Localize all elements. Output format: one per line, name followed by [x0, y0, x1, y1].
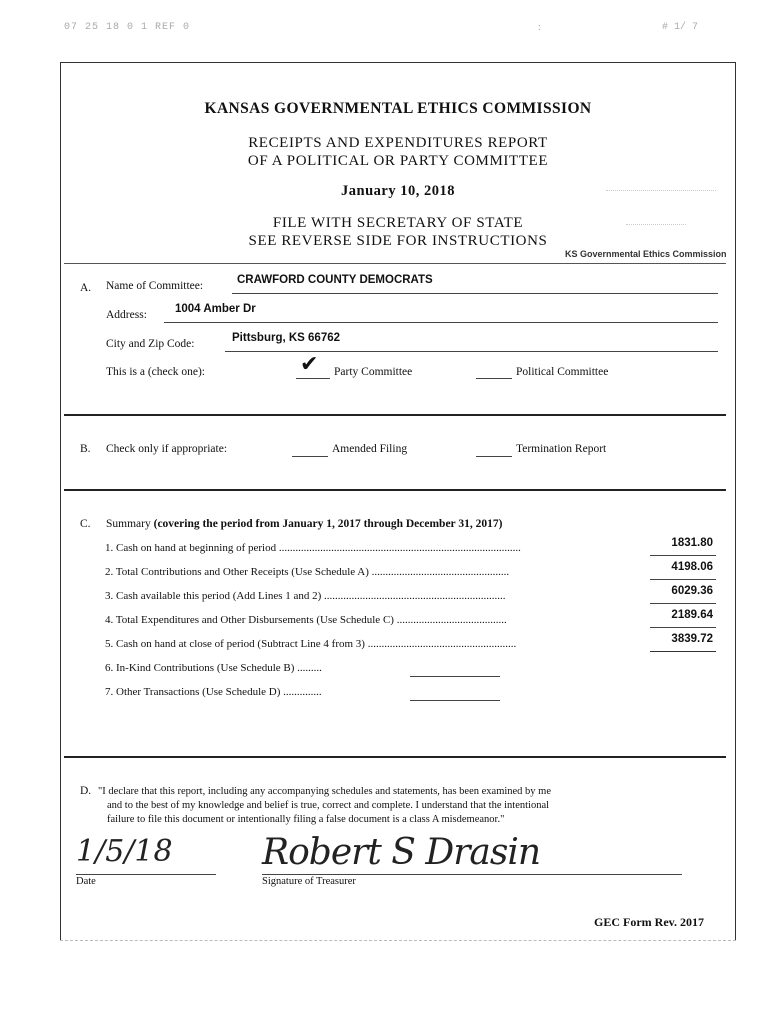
summary-heading	[106, 518, 502, 530]
fax-page-number: # 1/ 7	[662, 22, 699, 33]
fax-header: 07 25 18 0 1 REF 0	[64, 22, 191, 33]
declaration-line-3: failure to file this document or intentionally filing a false document is a class A misdemeanor."	[107, 814, 505, 825]
section-b-letter: B.	[80, 443, 91, 455]
summary-line-5-underline	[650, 651, 716, 652]
committee-type-label: This is a (check one):	[106, 366, 205, 378]
city-zip-label: City and Zip Code:	[106, 338, 195, 350]
summary-line-3-amount: 6029.36	[671, 585, 713, 597]
city-zip-value: Pittsburg, KS 66762	[232, 332, 341, 344]
file-instruction-line1: FILE WITH SECRETARY OF STATE	[272, 215, 524, 231]
form-revision: GEC Form Rev. 2017	[594, 915, 704, 929]
political-committee-checkbox-line[interactable]	[476, 378, 512, 379]
summary-line-4-label: 4. Total Expenditures and Other Disbursements (Use Schedule C) ........................................	[105, 614, 507, 626]
section-d-letter: D.	[80, 785, 92, 797]
form-frame-bottom	[60, 940, 736, 941]
summary-line-1-amount: 1831.80	[671, 537, 713, 549]
summary-line-4-amount: 2189.64	[671, 609, 713, 621]
report-date: January 10, 2018	[341, 183, 455, 199]
signature-underline	[262, 874, 682, 875]
declaration-text	[98, 785, 738, 827]
date-underline	[76, 874, 216, 875]
section-a-letter: A.	[80, 282, 92, 294]
summary-line-6-label: 6. In-Kind Contributions (Use Schedule B) .........	[105, 662, 322, 674]
report-title-line1: RECEIPTS AND EXPENDITURES REPORT	[248, 135, 548, 151]
termination-report-label: Termination Report	[516, 443, 607, 455]
amended-filing-checkbox-line[interactable]	[292, 456, 328, 457]
termination-report-checkbox-line[interactable]	[476, 456, 512, 457]
stamp-faint-line1	[606, 190, 716, 200]
summary-period: (covering the period from January 1, 2017 through December 31, 2017)	[153, 518, 503, 530]
declaration-line-1: "I declare that this report, including any accompanying schedules and statements, has been examined by me	[98, 786, 552, 797]
report-title-line2: OF A POLITICAL OR PARTY COMMITTEE	[247, 153, 549, 169]
agency-title: KANSAS GOVERNMENTAL ETHICS COMMISSION	[204, 100, 592, 117]
section-c-separator	[64, 756, 726, 758]
amended-filing-label: Amended Filing	[332, 443, 408, 455]
summary-line-6-blank[interactable]	[410, 676, 500, 677]
summary-line-7-blank[interactable]	[410, 700, 500, 701]
party-committee-label: Party Committee	[334, 366, 413, 378]
file-instruction-line2: SEE REVERSE SIDE FOR INSTRUCTIONS	[248, 233, 548, 249]
header-separator	[64, 263, 726, 264]
summary-line-1-label: 1. Cash on hand at beginning of period ........................................................................................	[105, 542, 521, 554]
summary-line-3-underline	[650, 603, 716, 604]
summary-line-2-underline	[650, 579, 716, 580]
address-underline	[164, 322, 718, 323]
section-b-separator	[64, 489, 726, 491]
check-if-appropriate-label: Check only if appropriate:	[106, 443, 228, 455]
political-committee-label: Political Committee	[516, 366, 609, 378]
summary-line-5-label: 5. Cash on hand at close of period (Subtract Line 4 from 3) ......................................................	[105, 638, 517, 650]
summary-line-1-underline	[650, 555, 716, 556]
summary-line-5-amount: 3839.72	[671, 633, 713, 645]
section-a-separator	[64, 414, 726, 416]
summary-line-4-underline	[650, 627, 716, 628]
city-zip-underline	[225, 351, 718, 352]
address-value: 1004 Amber Dr	[175, 303, 256, 315]
summary-line-7-label: 7. Other Transactions (Use Schedule D) ..............	[105, 686, 322, 698]
stamp-faint-line2	[626, 224, 686, 234]
signature-label: Signature of Treasurer	[262, 876, 356, 887]
committee-name-label: Name of Committee:	[106, 280, 204, 292]
date-label: Date	[76, 876, 96, 887]
committee-name-value: CRAWFORD COUNTY DEMOCRATS	[237, 274, 433, 286]
summary-line-2-label: 2. Total Contributions and Other Receipts (Use Schedule A) ..................................................	[105, 566, 510, 578]
received-stamp: KS Governmental Ethics Commission	[565, 249, 727, 259]
address-label: Address:	[106, 309, 147, 321]
party-committee-check-icon: ✔	[300, 352, 319, 377]
handwritten-date: 1/5/18	[76, 834, 173, 869]
fax-mark: :	[538, 22, 541, 33]
treasurer-signature: Robert S Drasin	[262, 832, 541, 873]
summary-line-2-amount: 4198.06	[671, 561, 713, 573]
summary-line-3-label: 3. Cash available this period (Add Lines 1 and 2) ..................................................................	[105, 590, 506, 602]
summary-label: Summary	[106, 518, 151, 530]
committee-name-underline	[232, 293, 718, 294]
declaration-line-2: and to the best of my knowledge and belief is true, correct and complete. I understand that the intentional	[107, 800, 550, 811]
party-committee-checkbox-line[interactable]	[296, 378, 330, 379]
section-c-letter: C.	[80, 518, 91, 530]
